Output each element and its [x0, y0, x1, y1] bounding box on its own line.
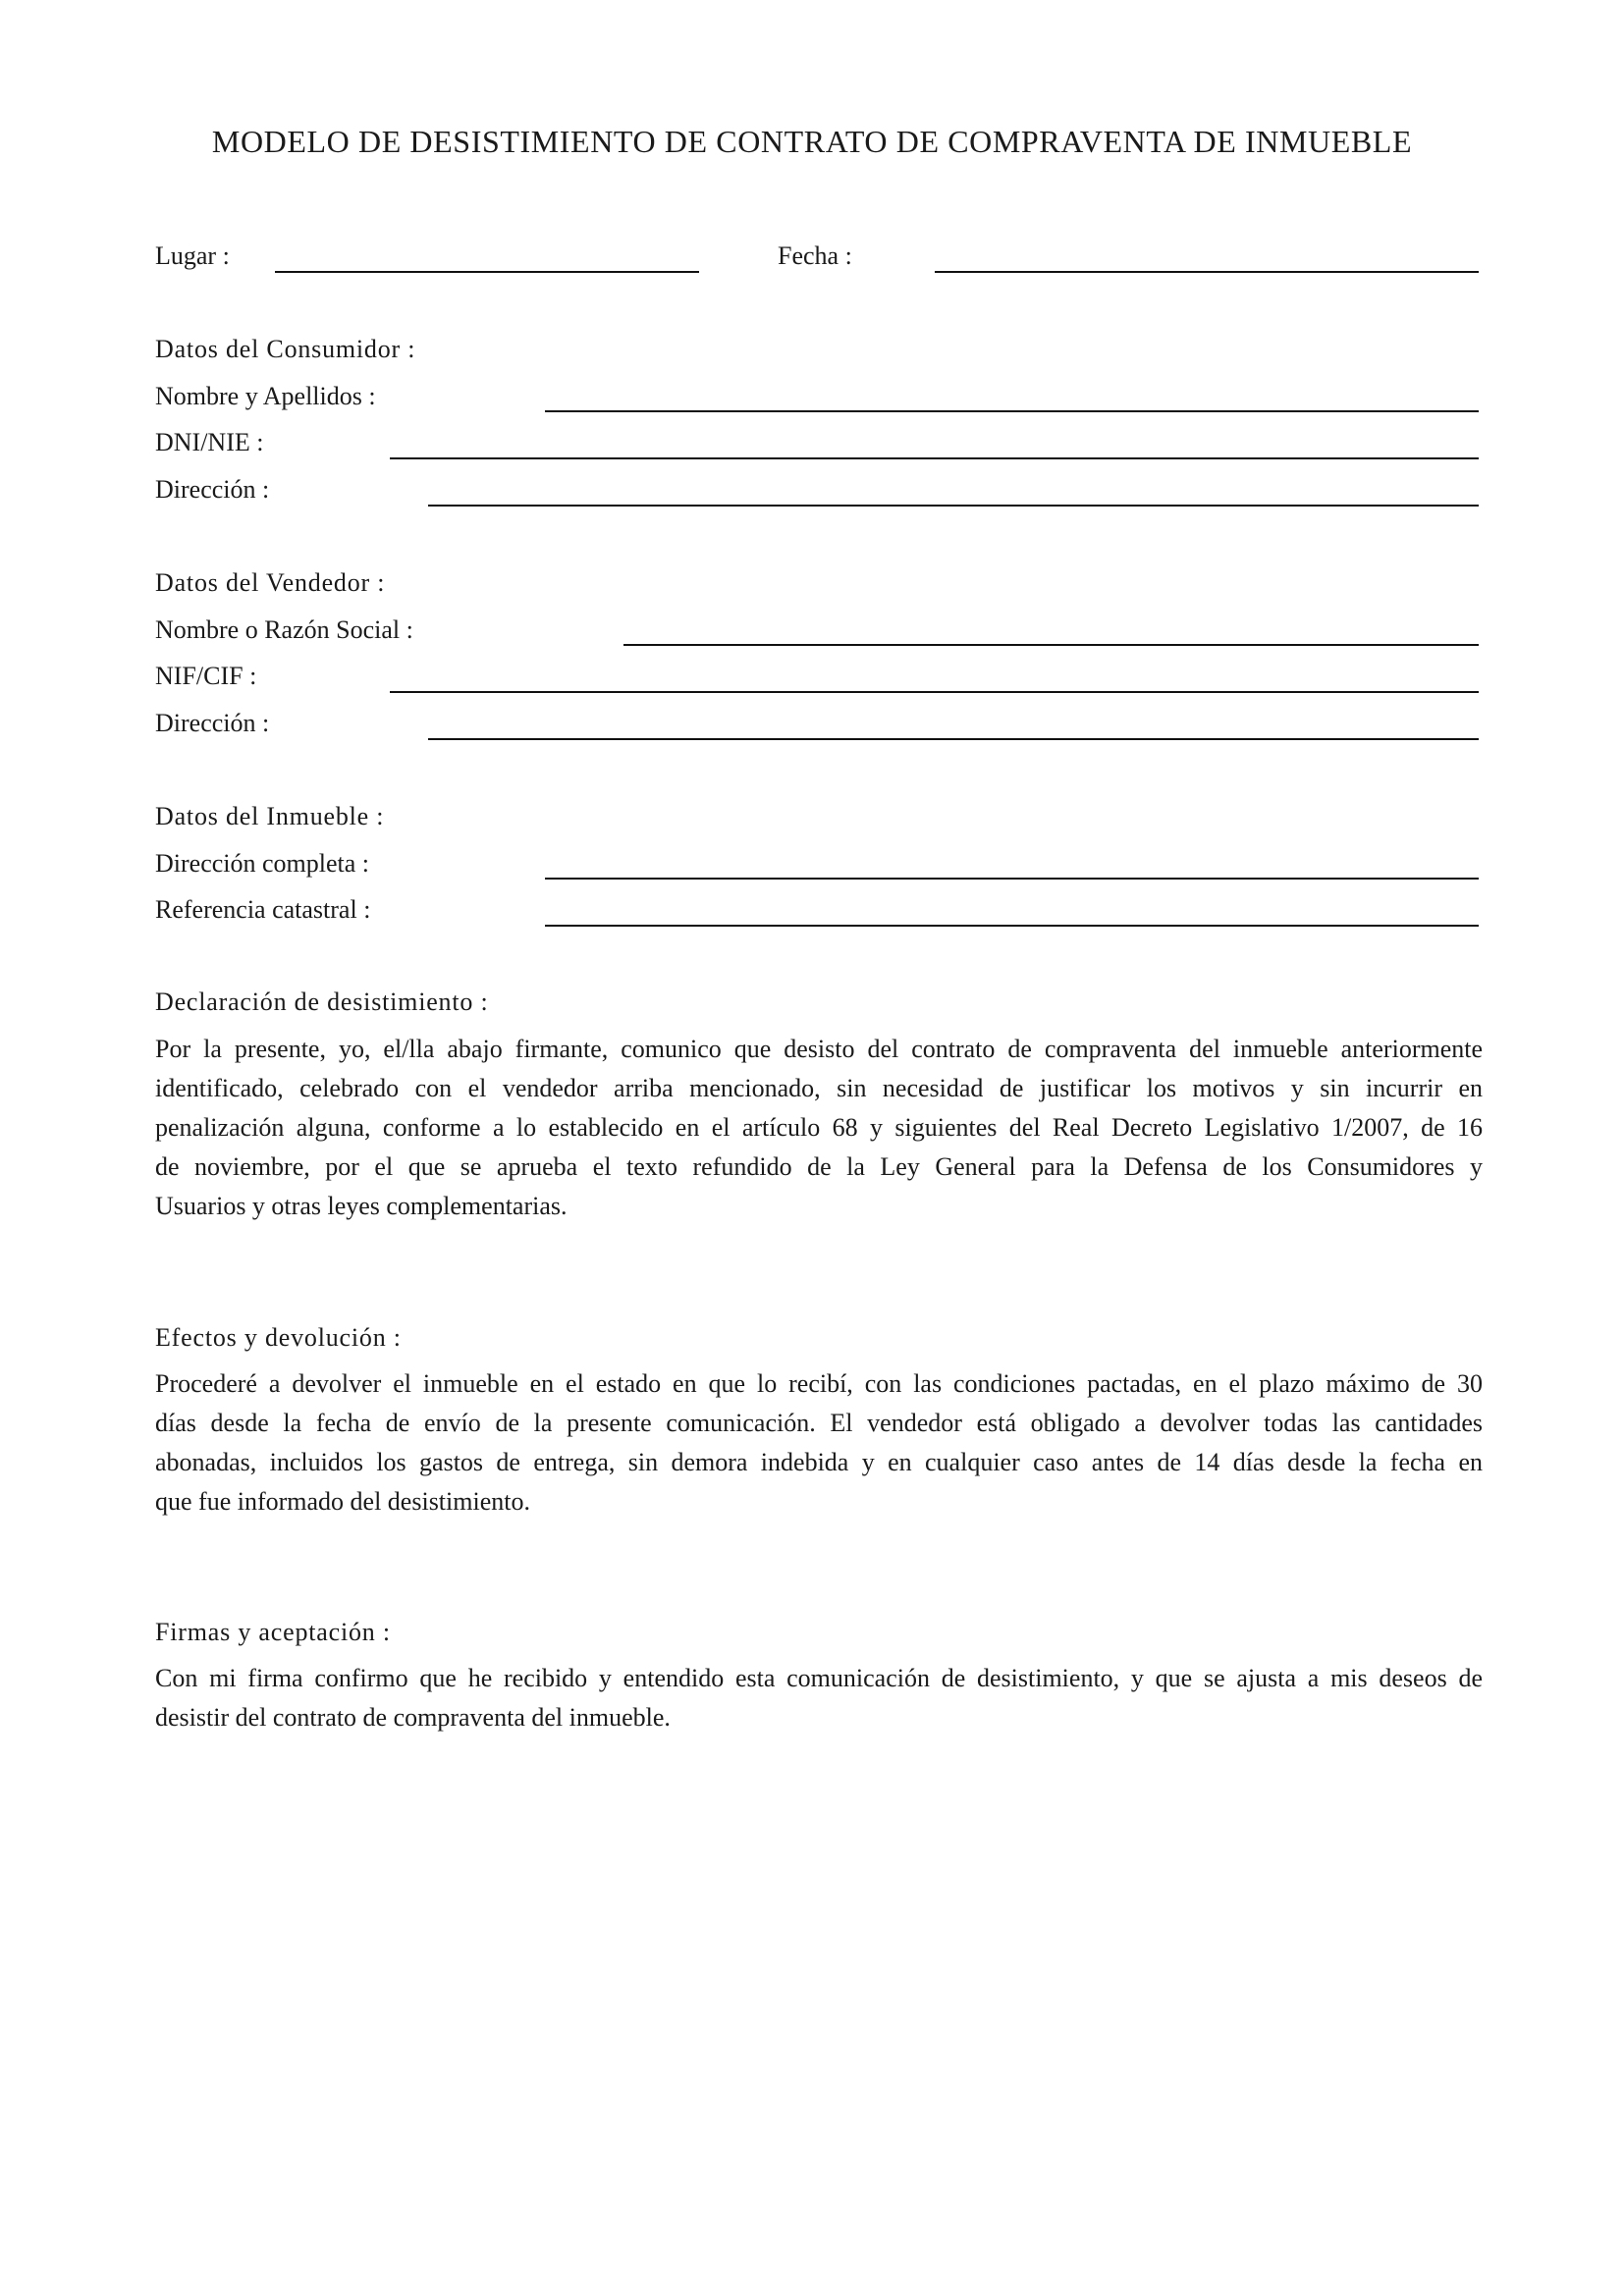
- declaracion-line: Usuarios y otras leyes complementarias.: [155, 1192, 568, 1220]
- consumidor-heading: Datos del Consumidor :: [155, 335, 416, 363]
- efectos-line: días desde la fecha de envío de la presente comunicación. El vendedor está obligado a devolver todas las cantidades: [155, 1409, 1483, 1437]
- vendedor-nombre-field[interactable]: [623, 644, 1479, 646]
- firmas-heading: Firmas y aceptación :: [155, 1618, 391, 1646]
- vendedor-direccion-field[interactable]: [428, 738, 1479, 740]
- vendedor-nif-label: NIF/CIF :: [155, 662, 257, 690]
- consumidor-nombre-field[interactable]: [545, 410, 1479, 412]
- vendedor-nombre-label: Nombre o Razón Social :: [155, 615, 413, 644]
- fecha-field[interactable]: [935, 271, 1479, 273]
- consumidor-direccion-field[interactable]: [428, 505, 1479, 507]
- declaracion-text: [155, 1030, 1483, 1226]
- document-title: MODELO DE DESISTIMIENTO DE CONTRATO DE COMPRAVENTA DE INMUEBLE: [211, 124, 1413, 159]
- inmueble-direccion-label: Dirección completa :: [155, 849, 370, 878]
- firmas-line: Con mi firma confirmo que he recibido y entendido esta comunicación de desistimiento, y que se ajusta a mis deseos de: [155, 1664, 1483, 1692]
- fecha-label: Fecha :: [778, 241, 852, 270]
- lugar-label: Lugar :: [155, 241, 230, 270]
- firmas-text: [155, 1659, 1483, 1737]
- inmueble-direccion-field[interactable]: [545, 878, 1479, 880]
- lugar-field[interactable]: [275, 271, 699, 273]
- efectos-line: que fue informado del desistimiento.: [155, 1487, 530, 1516]
- efectos-line: abonadas, incluidos los gastos de entrega, sin demora indebida y en cualquier caso antes de 14 días desde la fecha en: [155, 1448, 1483, 1476]
- efectos-line: Procederé a devolver el inmueble en el estado en que lo recibí, con las condiciones pactadas, en el plazo máximo de 30: [155, 1369, 1483, 1398]
- consumidor-direccion-label: Dirección :: [155, 475, 270, 504]
- inmueble-referencia-label: Referencia catastral :: [155, 895, 371, 924]
- declaracion-line: penalización alguna, conforme a lo establecido en el artículo 68 y siguientes del Real Decreto Legislativo 1/2007, de 16: [155, 1113, 1483, 1142]
- firmas-line: desistir del contrato de compraventa del inmueble.: [155, 1703, 671, 1732]
- consumidor-dni-label: DNI/NIE :: [155, 428, 264, 456]
- consumidor-nombre-label: Nombre y Apellidos :: [155, 382, 376, 410]
- vendedor-direccion-label: Dirección :: [155, 709, 270, 737]
- declaracion-line: identificado, celebrado con el vendedor arriba mencionado, sin necesidad de justificar los motivos y sin incurrir en: [155, 1074, 1483, 1102]
- efectos-heading: Efectos y devolución :: [155, 1323, 402, 1352]
- declaracion-line: Por la presente, yo, el/lla abajo firmante, comunico que desisto del contrato de compraventa del inmueble anteriormente: [155, 1035, 1483, 1063]
- efectos-text: [155, 1364, 1483, 1522]
- inmueble-heading: Datos del Inmueble :: [155, 802, 385, 830]
- vendedor-nif-field[interactable]: [390, 691, 1479, 693]
- vendedor-heading: Datos del Vendedor :: [155, 568, 386, 597]
- consumidor-dni-field[interactable]: [390, 457, 1479, 459]
- declaracion-heading: Declaración de desistimiento :: [155, 988, 489, 1016]
- inmueble-referencia-field[interactable]: [545, 925, 1479, 927]
- declaracion-line: de noviembre, por el que se aprueba el texto refundido de la Ley General para la Defensa de los Consumidores y: [155, 1152, 1483, 1181]
